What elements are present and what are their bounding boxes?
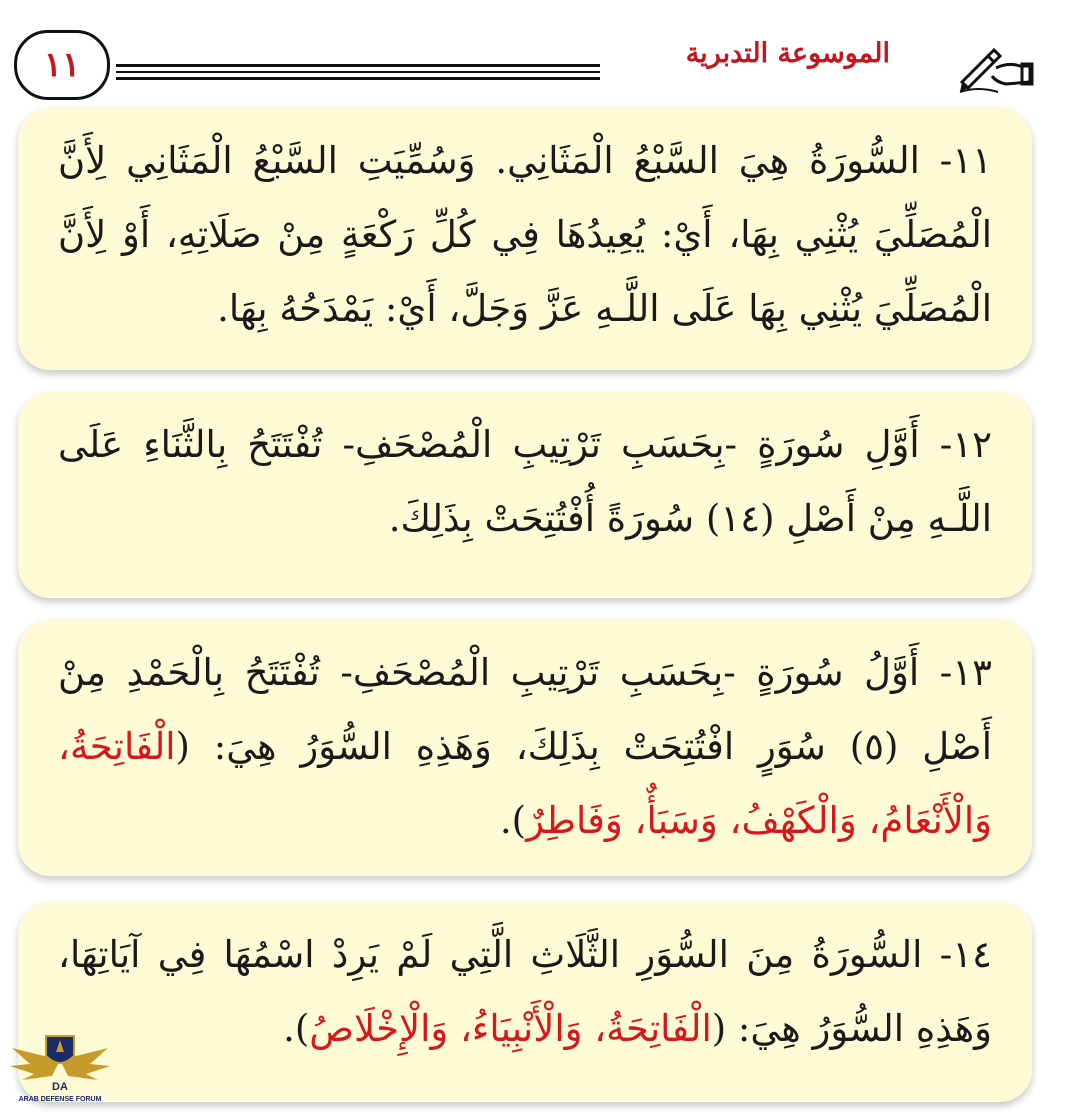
page-number-badge: ١١: [14, 30, 110, 100]
surah-names-highlight: الْفَاتِحَةُ، وَالْأَنْبِيَاءُ، وَالْإِخْلَاصُ: [309, 1007, 712, 1050]
eagle-emblem-icon: [8, 1030, 112, 1096]
surah-names-highlight: الْفَاتِحَةُ، وَالْأَنْعَامُ، وَالْكَهْفُ، وَسَبَأٌ، وَفَاطِرٌ: [58, 725, 992, 842]
header-rule: [116, 71, 600, 73]
page-header: [0, 0, 1080, 110]
card-paragraph: [58, 636, 992, 858]
book-title: الموسوعة التدبرية: [685, 38, 890, 69]
card-text: ١٤- السُّورَةُ مِنَ السُّوَرِ الثَّلَاثِ الَّتِي لَمْ يَرِدْ اسْمُهَا فِي آيَاتِهَا، وَهَذِهِ السُّوَرُ هِيَ: (: [58, 933, 992, 1050]
header-rule: [116, 64, 600, 67]
card-text: ١٢- أَوَّلِ سُورَةٍ -بِحَسَبِ تَرْتِيبِ الْمُصْحَفِ- تُفْتَتَحُ بِالثَّنَاءِ عَلَى اللَّـهِ مِنْ أَصْلِ (١٤) سُورَةً أُفْتُتِحَتْ بِذَلِكَ.: [58, 423, 992, 540]
hand-writing-icon: [958, 42, 1034, 94]
card-text-end: ).: [499, 799, 527, 842]
card-text: ١٣- أَوَّلُ سُورَةٍ -بِحَسَبِ تَرْتِيبِ الْمُصْحَفِ- تُفْتَتَحُ بِالْحَمْدِ مِنْ أَصْلِ (٥) سُوَرٍ افْتُتِحَتْ بِذَلِكَ، وَهَذِهِ السُّوَرُ هِيَ: (: [58, 651, 993, 768]
info-card: [18, 392, 1032, 598]
card-text-end: ).: [283, 1007, 310, 1050]
header-rule: [116, 77, 600, 80]
info-card: [18, 902, 1032, 1102]
info-card: [18, 108, 1032, 370]
card-paragraph: [58, 918, 992, 1066]
info-card: [18, 620, 1032, 876]
watermark-logo: [8, 1030, 112, 1114]
card-text: ١١- السُّورَةُ هِيَ السَّبْعُ الْمَثَانِي. وَسُمِّيَتِ السَّبْعُ الْمَثَانِي لِأَنَّ الْمُصَلِّيَ يُثْنِي بِهَا، أَيْ: يُعِيدُهَا فِي كُلِّ رَكْعَةٍ مِنْ صَلَاتِهِ، أَوْ لِأَنَّ الْمُصَلِّيَ يُثْنِي بِهَا عَلَى اللَّـهِ عَزَّ وَجَلَّ، أَيْ: يَمْدَحُهُ بِهَا.: [58, 139, 992, 330]
watermark-text: ARAB DEFENSE FORUM: [18, 1096, 102, 1103]
svg-text:DA: DA: [52, 1081, 68, 1093]
